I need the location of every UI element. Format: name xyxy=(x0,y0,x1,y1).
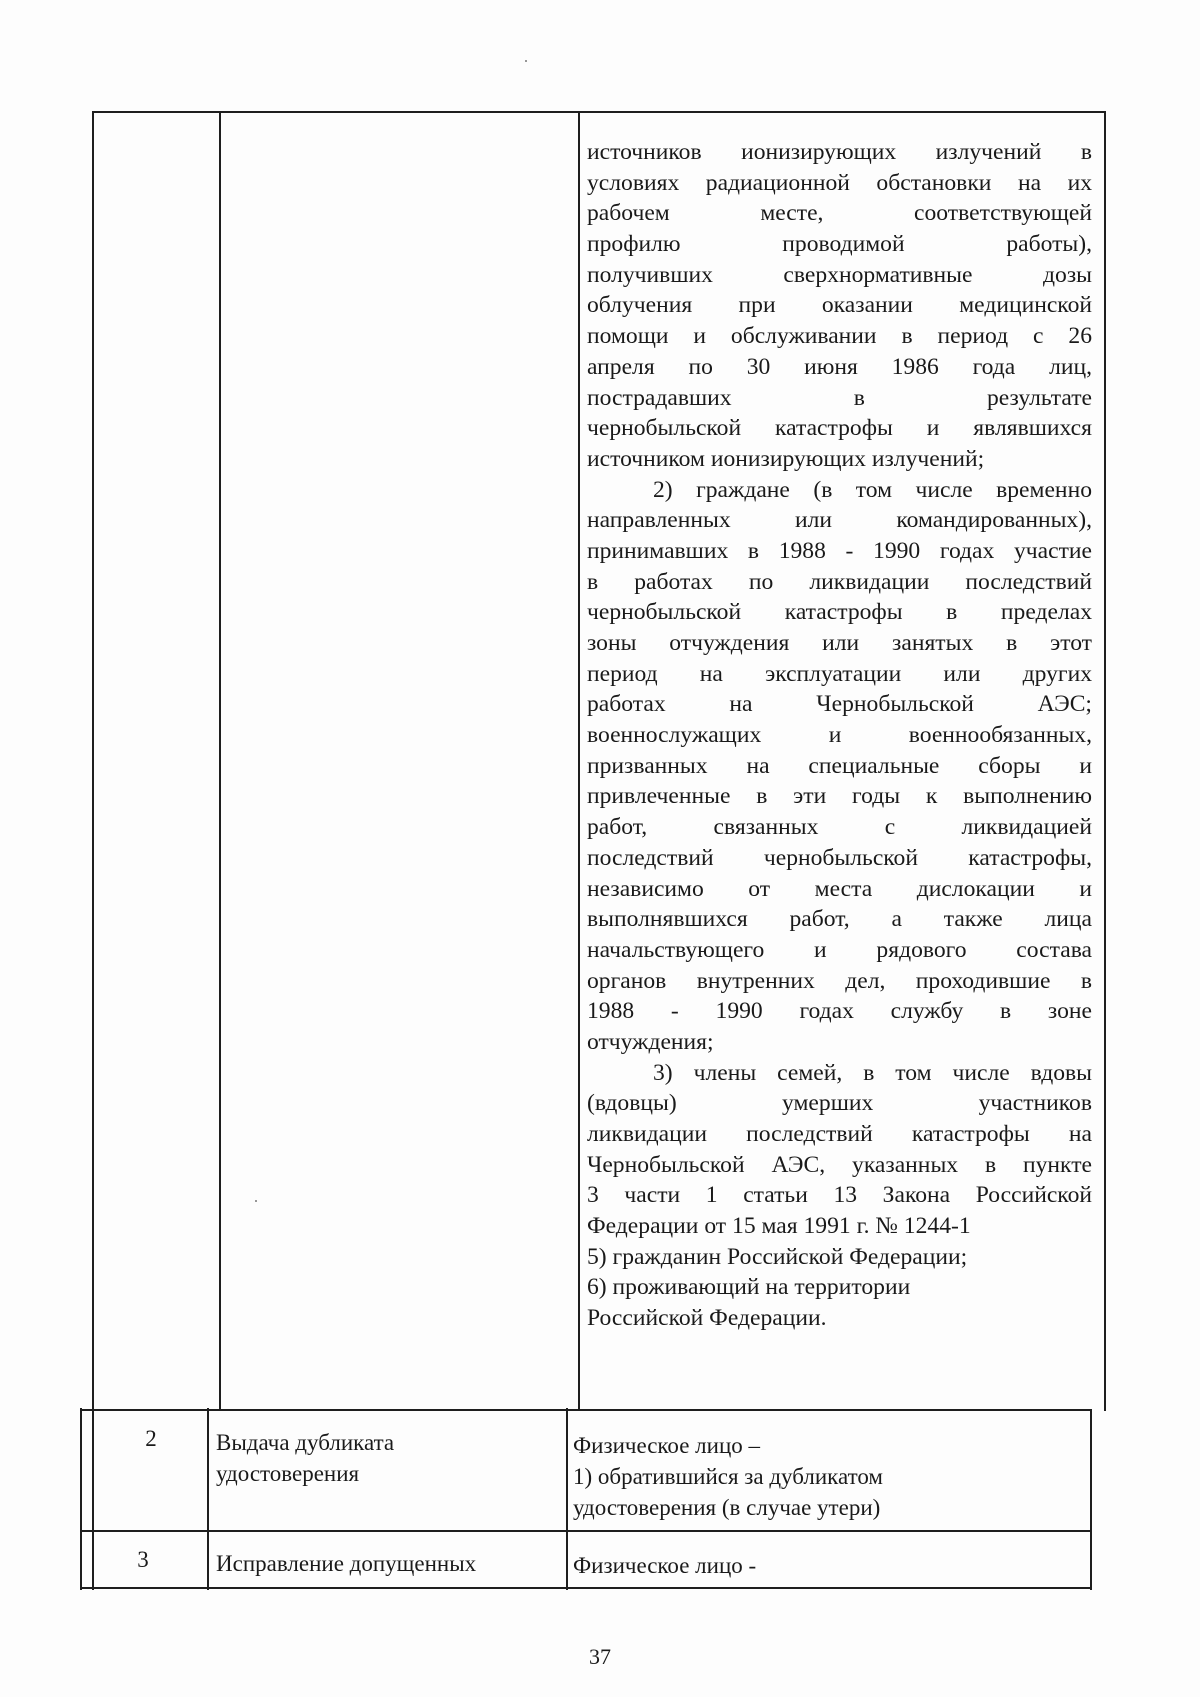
row1-line-10: чернобыльской катастрофы и являвшихся xyxy=(587,415,1092,442)
row1-line-25: независимо от места дислокации и xyxy=(587,875,1092,902)
row1-line-18: период на эксплуатации или других xyxy=(587,660,1092,687)
row1-line-36: Федерации от 15 мая 1991 г. № 1244-1 xyxy=(587,1213,971,1240)
row1-line-11: источником ионизирующих излучений; xyxy=(587,445,985,472)
row1-line-22: привлеченные в эти годы к выполнению xyxy=(587,783,1092,810)
row1-line-12: 2) граждане (в том числе временно xyxy=(653,476,1092,503)
row1-line-20: военнослужащих и военнообязанных, xyxy=(587,722,1092,749)
row1-applicant-cell xyxy=(587,137,1092,1334)
row2-applicant-line-3: удостоверения (в случае утери) xyxy=(573,1495,881,1520)
column-divider-1 xyxy=(219,111,221,1411)
row2-number: 2 xyxy=(145,1426,157,1451)
row1-line-19: работах на Чернобыльской АЭС; xyxy=(587,691,1092,718)
column-divider-2 xyxy=(578,111,580,1411)
row1-line-30: отчуждения; xyxy=(587,1028,714,1055)
row1-line-26: выполнявшихся работ, а также лица xyxy=(587,906,1092,933)
scan-speck xyxy=(255,1200,257,1202)
row2-applicant-line-2: 1) обратившийся за дубликатом xyxy=(573,1464,883,1489)
row3-service-cell: Исправление допущенных xyxy=(216,1551,477,1576)
row-separator-2-3 xyxy=(80,1530,1092,1532)
row1-line-29: 1988 - 1990 годах службу в зоне xyxy=(587,998,1092,1025)
row1-line-32: (вдовцы) умерших участников xyxy=(587,1090,1092,1117)
table-right-border xyxy=(1104,111,1106,1411)
row1-line-15: в работах по ликвидации последствий xyxy=(587,568,1092,595)
row1-line-39: Российской Федерации. xyxy=(587,1305,827,1332)
row2-service-line-1: Выдача дубликата xyxy=(216,1430,395,1455)
table-left-border-lower xyxy=(80,1408,82,1590)
row1-line-1: источников ионизирующих излучений в xyxy=(587,139,1092,165)
row1-line-7: помощи и обслуживании в период с 26 xyxy=(587,323,1092,350)
row1-line-8: апреля по 30 июня 1986 года лиц, xyxy=(587,353,1092,380)
row1-line-31: 3) члены семей, в том числе вдовы xyxy=(653,1059,1092,1086)
column-divider-2-lower xyxy=(566,1408,568,1590)
row1-line-6: облучения при оказании медицинской xyxy=(587,292,1092,319)
row1-line-21: призванных на специальные сборы и xyxy=(587,752,1092,779)
row1-line-37: 5) гражданин Российской Федерации; xyxy=(587,1243,968,1270)
table-bottom-border xyxy=(80,1587,1092,1589)
row1-line-34: Чернобыльской АЭС, указанных в пункте xyxy=(587,1151,1092,1178)
table-left-border xyxy=(92,111,94,1590)
row1-line-28: органов внутренних дел, проходившие в xyxy=(587,967,1092,994)
table-top-border xyxy=(92,111,1106,113)
row1-line-27: начальствующего и рядового состава xyxy=(587,936,1092,963)
row1-line-14: принимавших в 1988 - 1990 годах участие xyxy=(587,537,1092,564)
column-divider-1-lower xyxy=(207,1408,209,1590)
row3-number: 3 xyxy=(137,1547,149,1572)
row1-line-13: направленных или командированных), xyxy=(587,507,1092,534)
row1-line-3: рабочем месте, соответствующей xyxy=(587,200,1092,227)
row-separator-1-2 xyxy=(80,1409,1092,1411)
row1-line-35: 3 части 1 статьи 13 Закона Российской xyxy=(587,1182,1092,1209)
row2-applicant-cell xyxy=(573,1431,883,1524)
page-number: 37 xyxy=(589,1644,611,1669)
row1-line-33: ликвидации последствий катастрофы на xyxy=(587,1121,1092,1147)
row1-line-16: чернобыльской катастрофы в пределах xyxy=(587,599,1092,626)
row1-line-4: профилю проводимой работы), xyxy=(587,231,1092,258)
row1-line-38: 6) проживающий на территории xyxy=(587,1274,911,1301)
row1-line-17: зоны отчуждения или занятых в этот xyxy=(587,630,1092,656)
row1-line-23: работ, связанных с ликвидацией xyxy=(587,814,1092,841)
row1-line-2: условиях радиационной обстановки на их xyxy=(587,169,1092,196)
row1-line-24: последствий чернобыльской катастрофы, xyxy=(587,844,1092,871)
row1-line-9: пострадавших в результате xyxy=(587,384,1092,411)
row2-service-cell xyxy=(216,1428,394,1490)
row3-applicant-cell: Физическое лицо - xyxy=(573,1553,757,1578)
row2-applicant-line-1: Физическое лицо – xyxy=(573,1433,761,1458)
scan-speck xyxy=(525,60,527,62)
row1-line-5: получивших сверхнормативные дозы xyxy=(587,261,1092,288)
row2-service-line-2: удостоверения xyxy=(216,1461,360,1486)
table-right-border-lower xyxy=(1090,1410,1092,1590)
